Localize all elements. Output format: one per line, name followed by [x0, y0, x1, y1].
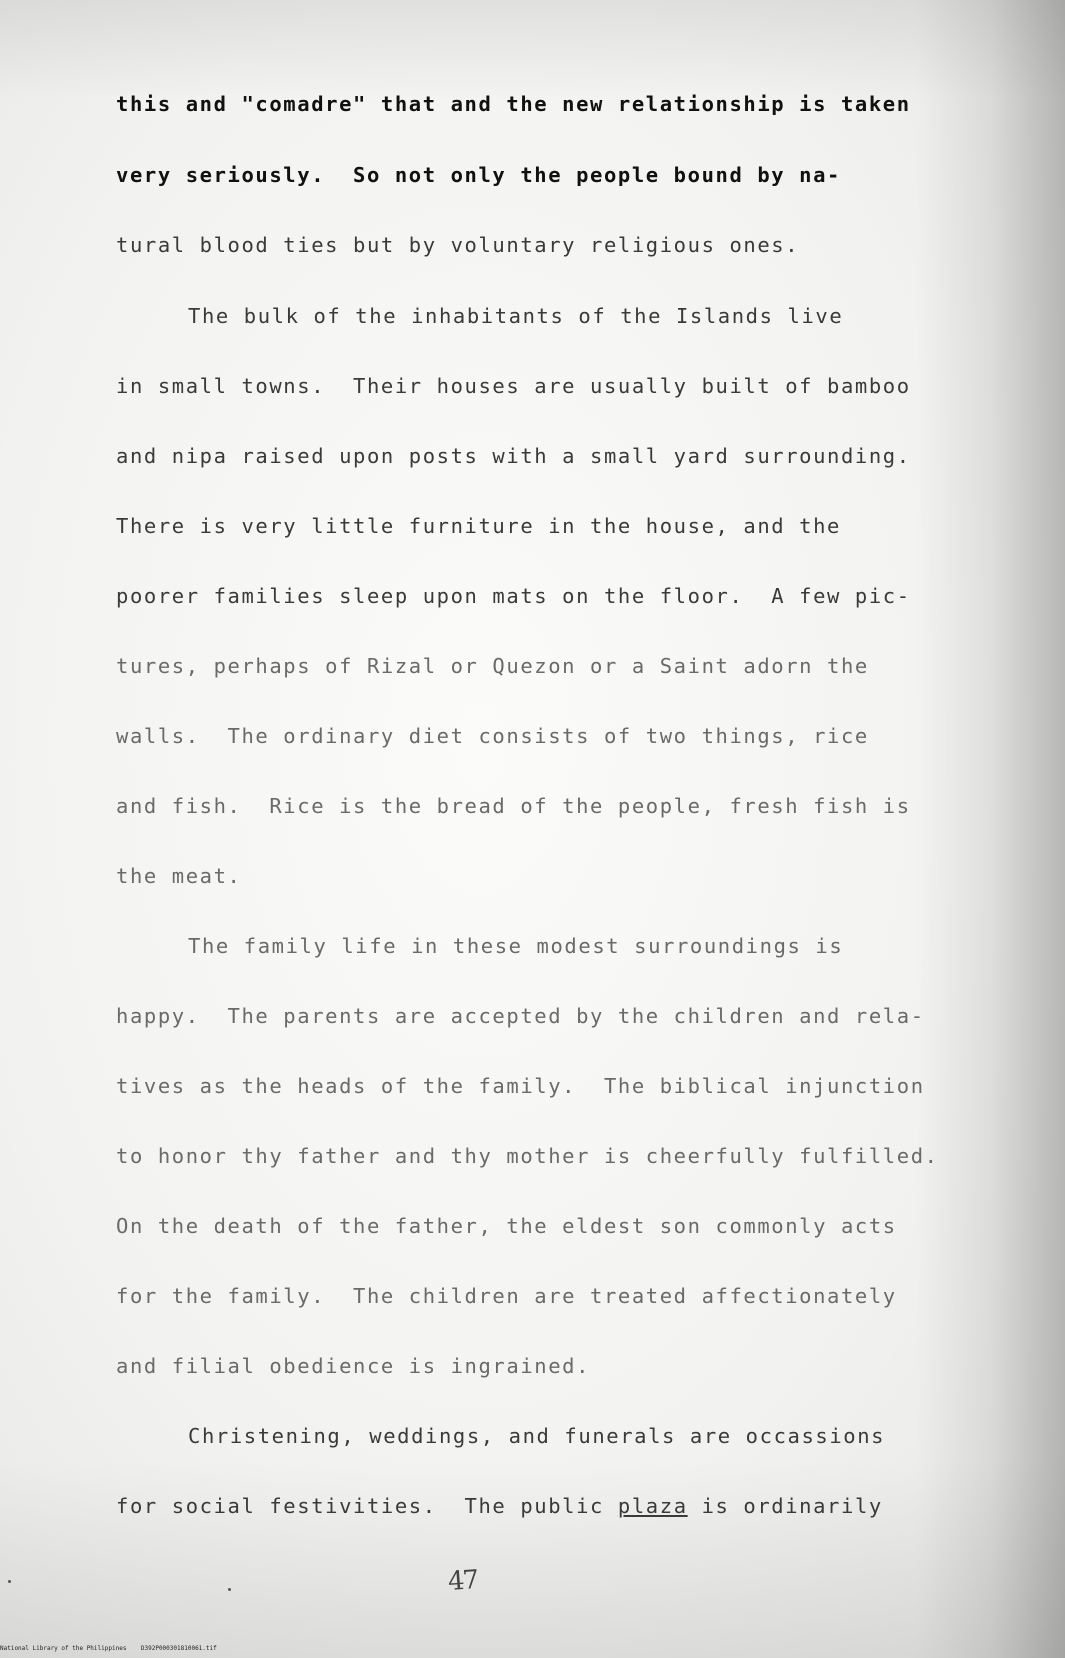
text-line-5: in small towns. Their houses are usually built of bamboo	[116, 374, 911, 398]
scan-speck	[228, 1588, 231, 1591]
text-line-21	[116, 1496, 883, 1517]
text-line-3: tural blood ties but by voluntary religious ones.	[116, 233, 800, 257]
text-line-4: The bulk of the inhabitants of the Islands live	[188, 304, 844, 328]
text-line-21-tail: is ordinarily	[687, 1494, 883, 1518]
text-line-19: and filial obedience is ingrained.	[116, 1354, 591, 1378]
text-line-12: the meat.	[116, 864, 242, 888]
handwritten-page-number: 47	[446, 1565, 479, 1597]
text-line-13: The family life in these modest surroundings is	[188, 934, 844, 958]
text-line-15: tives as the heads of the family. The biblical injunction	[116, 1074, 925, 1098]
text-line-8: poorer families sleep upon mats on the floor. A few pic-	[116, 584, 911, 608]
underlined-word-plaza: plaza	[617, 1494, 688, 1518]
text-line-20: Christening, weddings, and funerals are occassions	[188, 1424, 886, 1448]
text-line-10: walls. The ordinary diet consists of two things, rice	[116, 724, 869, 748]
scan-footer: National Library of the Philippines D392P000301810061.tif	[0, 1645, 217, 1652]
text-line-14: happy. The parents are accepted by the children and rela-	[116, 1004, 925, 1028]
text-line-18: for the family. The children are treated affectionately	[116, 1284, 897, 1308]
text-line-2: very seriously. So not only the people bound by na-	[116, 163, 841, 187]
text-line-17: On the death of the father, the eldest son commonly acts	[116, 1214, 897, 1238]
text-line-21-head: for social festivities. The public	[116, 1494, 618, 1518]
text-line-9: tures, perhaps of Rizal or Quezon or a Saint adorn the	[116, 654, 869, 678]
text-line-1: this and "comadre" that and the new relationship is taken	[116, 92, 911, 116]
scan-speck	[8, 1580, 11, 1583]
text-line-6: and nipa raised upon posts with a small yard surrounding.	[116, 444, 911, 468]
text-line-7: There is very little furniture in the house, and the	[116, 514, 841, 538]
text-line-11: and fish. Rice is the bread of the people, fresh fish is	[116, 794, 911, 818]
text-line-16: to honor thy father and thy mother is cheerfully fulfilled.	[116, 1144, 939, 1168]
